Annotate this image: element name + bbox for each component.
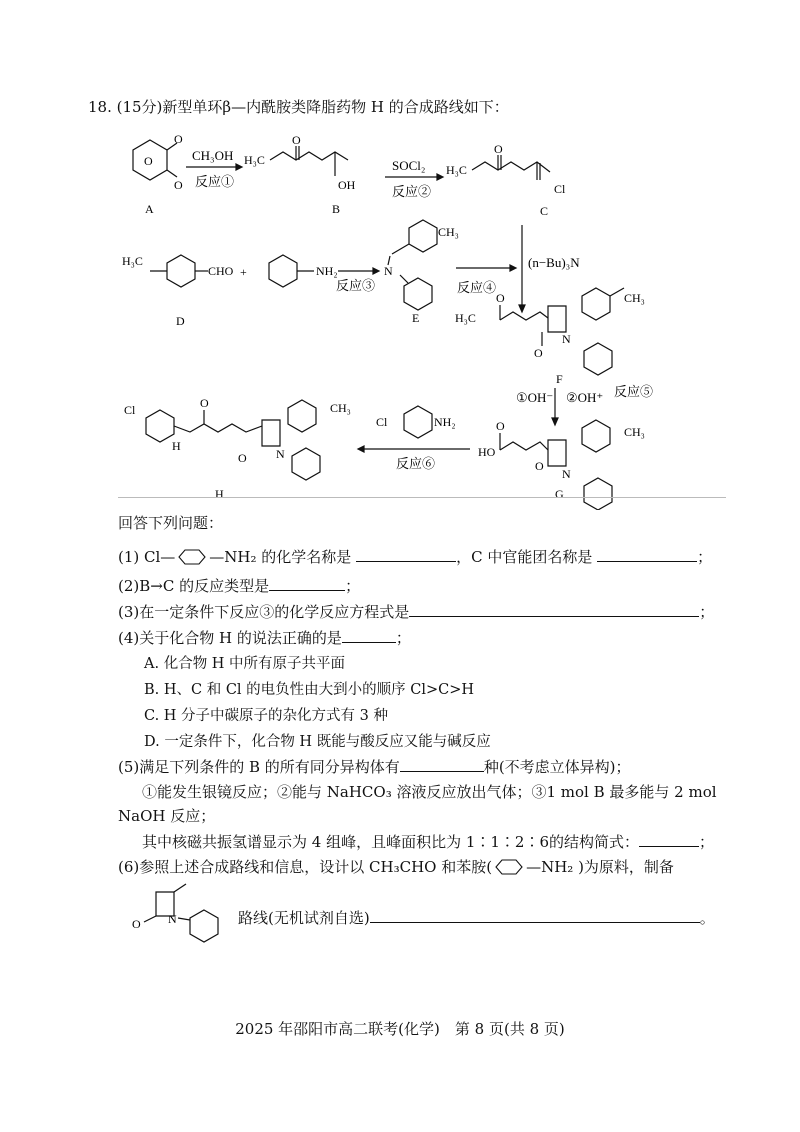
svg-text:O: O [238, 451, 247, 465]
svg-text:N: N [384, 264, 393, 278]
reaction-2: 反应② [392, 184, 432, 199]
label-C: C [540, 204, 549, 218]
sub-question-3: (3)在一定条件下反应③的化学反应方程式是 ； [118, 600, 714, 622]
sub-question-5: (5)满足下列条件的 B 的所有同分异构体有 种(不考虑立体异构)； [118, 755, 631, 777]
svg-text:Cl: Cl [554, 182, 566, 196]
reagent-2: SOCl₂ [392, 158, 426, 173]
option-d[interactable]: D. 一定条件下，化合物 H 既能与酸反应又能与碱反应 [144, 734, 491, 750]
answer-prompt: 回答下列问题： [118, 514, 224, 532]
answer-blank-3[interactable] [409, 600, 699, 617]
svg-text:+: + [240, 265, 247, 279]
svg-text:O: O [174, 132, 183, 146]
svg-text:O: O [200, 396, 209, 410]
svg-text:H₃C: H₃C [122, 254, 143, 268]
reagent-4: (n−Bu)₃N [528, 255, 580, 270]
option-a[interactable]: A. 化合物 H 中所有原子共平面 [144, 656, 346, 672]
page-footer: 2025 年邵阳市高二联考(化学) 第 8 页(共 8 页) [235, 1020, 565, 1038]
reaction-4: 反应④ [457, 280, 497, 295]
q5-condition-2: NaOH 反应； [118, 807, 216, 825]
sub-question-4: (4)关于化合物 H 的说法正确的是 ； [118, 626, 411, 648]
q6-route: 路线(无机试剂自选) 。 [238, 906, 715, 928]
q5-nmr: 其中核磁共振氢谱显示为 4 组峰，且峰面积比为 1∶1∶2∶6的结构简式： ； [142, 830, 714, 852]
synthesis-scheme [0, 110, 800, 510]
svg-text:CH₃: CH₃ [438, 225, 459, 239]
answer-blank-6[interactable] [370, 906, 700, 923]
svg-text:CH₃: CH₃ [330, 401, 351, 415]
svg-text:N: N [562, 467, 571, 481]
target-molecule [130, 880, 240, 950]
svg-text:Cl: Cl [376, 415, 388, 429]
answer-blank-4[interactable] [342, 626, 396, 643]
q5-condition-1: ①能发生银镜反应；②能与 NaHCO₃ 溶液反应放出气体；③1 mol B 最多能与 2 mol [142, 783, 717, 801]
svg-text:N: N [562, 332, 571, 346]
svg-text:H₃C: H₃C [446, 163, 467, 177]
svg-text:O: O [534, 346, 543, 360]
answer-blank-1b[interactable] [597, 545, 697, 562]
benzene-icon [175, 549, 209, 565]
label-B: B [332, 202, 341, 216]
reaction-1: 反应① [195, 174, 235, 189]
label-E: E [412, 311, 420, 325]
reagent-5b: ②OH⁺ [566, 390, 604, 405]
svg-text:O: O [496, 291, 505, 305]
svg-text:NH₂: NH₂ [434, 415, 456, 429]
svg-text:O: O [132, 917, 141, 931]
label-F: F [556, 372, 563, 386]
svg-text:H₃C: H₃C [455, 311, 476, 325]
svg-text:CHO: CHO [208, 264, 234, 278]
reagent-1: CH₃OH [192, 148, 234, 163]
svg-text:N: N [276, 447, 285, 461]
reaction-5: 反应⑤ [614, 384, 654, 399]
svg-text:H₃C: H₃C [244, 153, 265, 167]
reagent-5a: ①OH⁻ [516, 390, 554, 405]
sub-question-2: (2)B→C 的反应类型是 ； [118, 574, 360, 596]
svg-text:CH₃: CH₃ [624, 425, 645, 439]
option-c[interactable]: C. H 分子中碳原子的杂化方式有 3 种 [144, 708, 388, 724]
svg-text:OH: OH [338, 178, 356, 192]
sub-question-6: (6)参照上述合成路线和信息，设计以 CH₃CHO 和苯胺( —NH₂ )为原料，制备 [118, 858, 674, 876]
label-A: A [145, 202, 154, 216]
benzene-icon [492, 859, 526, 875]
svg-text:O: O [496, 419, 505, 433]
svg-text:O: O [535, 459, 544, 473]
label-H: H [215, 487, 224, 501]
answer-blank-1a[interactable] [356, 545, 456, 562]
scheme-divider [118, 497, 726, 498]
svg-text:CH₃: CH₃ [624, 291, 645, 305]
svg-text:O: O [292, 133, 301, 147]
label-G: G [555, 487, 564, 501]
option-b[interactable]: B. H、C 和 Cl 的电负性由大到小的顺序 Cl>C>H [144, 682, 475, 698]
question-title: 18. (15分)新型单环β—内酰胺类降脂药物 H 的合成路线如下： [88, 98, 509, 116]
svg-text:O: O [174, 178, 183, 192]
svg-text:N: N [168, 912, 177, 926]
svg-text:O: O [144, 154, 153, 168]
sub-question-1: (1) Cl— —NH₂ 的化学名称是 ，C 中官能团名称是 ； [118, 545, 712, 567]
svg-text:HO: HO [478, 445, 496, 459]
svg-text:H: H [172, 439, 181, 453]
svg-text:Cl: Cl [124, 403, 136, 417]
answer-blank-5b[interactable] [639, 830, 699, 847]
svg-text:O: O [494, 142, 503, 156]
reaction-6: 反应⑥ [396, 456, 436, 471]
answer-blank-5a[interactable] [400, 755, 484, 772]
answer-blank-2[interactable] [269, 574, 345, 591]
label-D: D [176, 314, 185, 328]
reaction-3: 反应③ [336, 278, 376, 293]
svg-text:NH₂: NH₂ [316, 264, 338, 278]
